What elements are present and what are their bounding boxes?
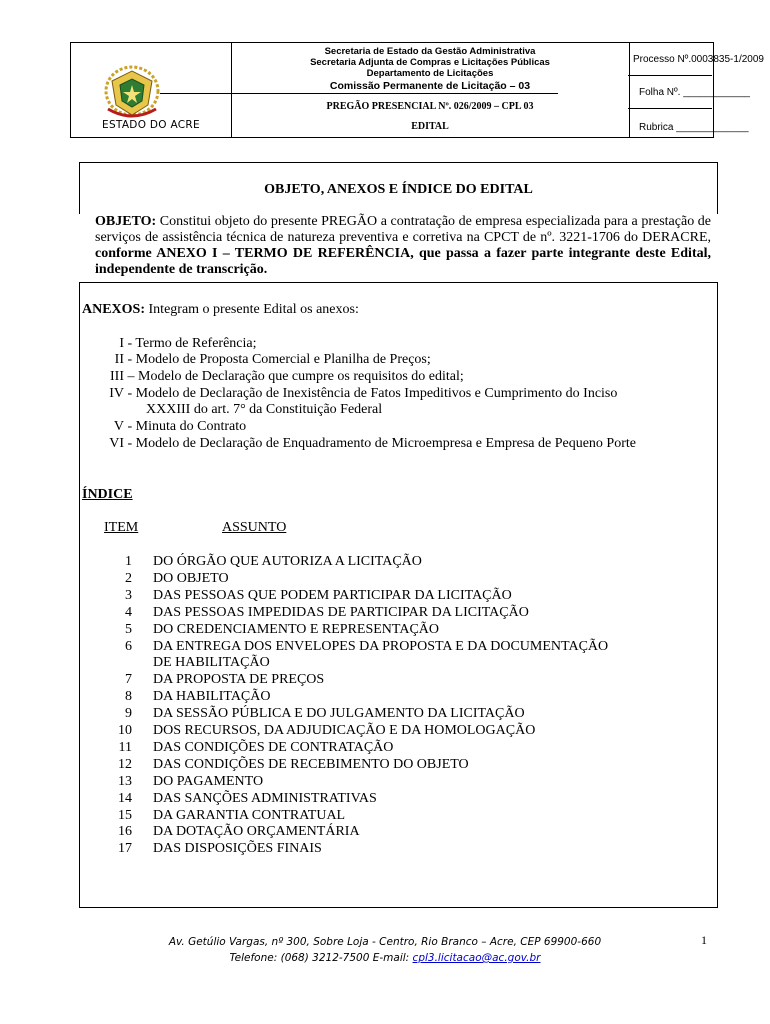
indice-item-number: 16 bbox=[118, 824, 132, 839]
indice-item-title: DAS CONDIÇÕES DE RECEBIMENTO DO OBJETO bbox=[153, 757, 469, 772]
page-title: OBJETO, ANEXOS E ÍNDICE DO EDITAL bbox=[264, 182, 533, 197]
document-header bbox=[70, 42, 764, 138]
indice-item-title: DAS PESSOAS QUE PODEM PARTICIPAR DA LICITAÇÃO bbox=[153, 588, 512, 603]
logo-cell bbox=[71, 43, 232, 137]
indice-item-number: 8 bbox=[125, 689, 132, 704]
anexos-intro: Integram o presente Edital os anexos: bbox=[145, 302, 359, 317]
comissao-line: Comissão Permanente de Licitação – 03 bbox=[329, 80, 531, 92]
rubrica-field: Rubrica _____________ bbox=[639, 122, 749, 133]
anexos-label: ANEXOS: bbox=[82, 302, 146, 317]
indice-item-title: DA ENTREGA DOS ENVELOPES DA PROPOSTA E DA DOCUMENTAÇÃO bbox=[153, 639, 609, 654]
secretaria-adjunta-line: Secretaria Adjunta de Compras e Licitações Públicas bbox=[310, 57, 550, 68]
indice-item-number: 15 bbox=[118, 808, 132, 823]
indice-item-number: 7 bbox=[125, 672, 132, 687]
header-middle bbox=[231, 43, 630, 137]
indice-item-number: 2 bbox=[125, 571, 132, 586]
header-divider bbox=[628, 75, 712, 76]
indice-item-number: 9 bbox=[125, 706, 132, 721]
title-box bbox=[79, 162, 718, 214]
footer-address: Av. Getúlio Vargas, nº 300, Sobre Loja - Centro, Rio Branco – Acre, CEP 69900-660 bbox=[168, 936, 602, 948]
indice-item-number: 1 bbox=[125, 554, 132, 569]
folha-field: Folha Nº. ____________ bbox=[639, 87, 750, 98]
anexo-item: II - Modelo de Proposta Comercial e Planilha de Preços; bbox=[114, 352, 431, 367]
anexo-item: V - Minuta do Contrato bbox=[113, 419, 247, 434]
email-link[interactable]: cpl3.licitacao@ac.gov.br bbox=[412, 952, 541, 964]
secretaria-line: Secretaria de Estado da Gestão Administrativa bbox=[324, 46, 536, 57]
anexo-item: VI - Modelo de Declaração de Enquadramento de Microempresa e Empresa de Pequeno Porte bbox=[109, 436, 636, 451]
indice-item-title: DOS RECURSOS, DA ADJUDICAÇÃO E DA HOMOLOGAÇÃO bbox=[153, 723, 536, 738]
indice-item-title: DA PROPOSTA DE PREÇOS bbox=[153, 672, 325, 687]
header-divider bbox=[628, 108, 712, 109]
header-right bbox=[629, 43, 764, 137]
edital-line: EDITAL bbox=[411, 121, 449, 132]
estado-label: ESTADO DO ACRE bbox=[102, 119, 200, 131]
indice-item-number: 5 bbox=[125, 622, 132, 637]
indice-item-number: 6 bbox=[125, 639, 132, 654]
col-header-item: ITEM bbox=[104, 520, 139, 535]
objeto-label: OBJETO: bbox=[95, 214, 157, 229]
indice-item-title: DE HABILITAÇÃO bbox=[153, 655, 270, 670]
anexo-item: III – Modelo de Declaração que cumpre os requisitos do edital; bbox=[110, 369, 464, 384]
page-number: 1 bbox=[701, 933, 707, 947]
objeto-paragraph bbox=[95, 214, 711, 278]
indice-item-title: DO ÓRGÃO QUE AUTORIZA A LICITAÇÃO bbox=[153, 554, 422, 569]
anexo-item: I - Termo de Referência; bbox=[119, 336, 257, 351]
processo-number: Processo Nº.0003835-1/2009 bbox=[633, 54, 764, 65]
anexo-item: IV - Modelo de Declaração de Inexistência de Fatos Impeditivos e Cumprimento do Inciso bbox=[109, 386, 618, 401]
header-divider bbox=[160, 93, 558, 94]
indice-item-title: DO OBJETO bbox=[153, 571, 229, 586]
indice-item-number: 4 bbox=[125, 605, 132, 620]
indice-item-number: 12 bbox=[118, 757, 132, 772]
indice-item-title: DAS CONDIÇÕES DE CONTRATAÇÃO bbox=[153, 740, 394, 755]
col-header-assunto: ASSUNTO bbox=[222, 520, 287, 535]
pregao-line: PREGÃO PRESENCIAL Nº. 026/2009 – CPL 03 bbox=[326, 101, 534, 112]
indice-item-number: 3 bbox=[125, 588, 132, 603]
indice-item-title: DO CREDENCIAMENTO E REPRESENTAÇÃO bbox=[153, 622, 440, 637]
objeto-text: Constitui objeto do presente PREGÃO a contratação de empresa especializada para a prestação de serviços de assistência técnica de natureza preventiva e corretiva na CPCT de nº. 3221-1706 do DERACRE, bbox=[95, 214, 711, 245]
departamento-line: Departamento de Licitações bbox=[366, 68, 494, 79]
indice-item-title: DA DOTAÇÃO ORÇAMENTÁRIA bbox=[153, 824, 360, 839]
anexos-heading bbox=[82, 302, 359, 318]
indice-item-title: DAS DISPOSIÇÕES FINAIS bbox=[153, 841, 322, 856]
objeto-bold-text: conforme ANEXO I – TERMO DE REFERÊNCIA, que passa a fazer parte integrante deste Edital, independente de transcrição. bbox=[95, 246, 711, 277]
indice-item-number: 13 bbox=[118, 774, 132, 789]
indice-item-title: DO PAGAMENTO bbox=[153, 774, 264, 789]
indice-item-number: 14 bbox=[118, 791, 132, 806]
indice-heading: ÍNDICE bbox=[82, 487, 133, 502]
indice-item-number: 17 bbox=[118, 841, 132, 856]
footer-contact: Telefone: (068) 3212-7500 E-mail: cpl3.licitacao@ac.gov.br bbox=[229, 952, 541, 964]
indice-item-title: DAS PESSOAS IMPEDIDAS DE PARTICIPAR DA LICITAÇÃO bbox=[153, 605, 529, 620]
indice-item-number: 10 bbox=[118, 723, 132, 738]
indice-item-title: DA HABILITAÇÃO bbox=[153, 689, 271, 704]
indice-item-title: DAS SANÇÕES ADMINISTRATIVAS bbox=[153, 791, 377, 806]
acre-coat-of-arms-icon bbox=[102, 65, 162, 121]
anexo-item-continuation: XXXIII do art. 7° da Constituição Federal bbox=[146, 402, 383, 417]
indice-item-number: 11 bbox=[118, 740, 132, 755]
indice-item-title: DA SESSÃO PÚBLICA E DO JULGAMENTO DA LICITAÇÃO bbox=[153, 706, 525, 721]
indice-item-title: DA GARANTIA CONTRATUAL bbox=[153, 808, 346, 823]
